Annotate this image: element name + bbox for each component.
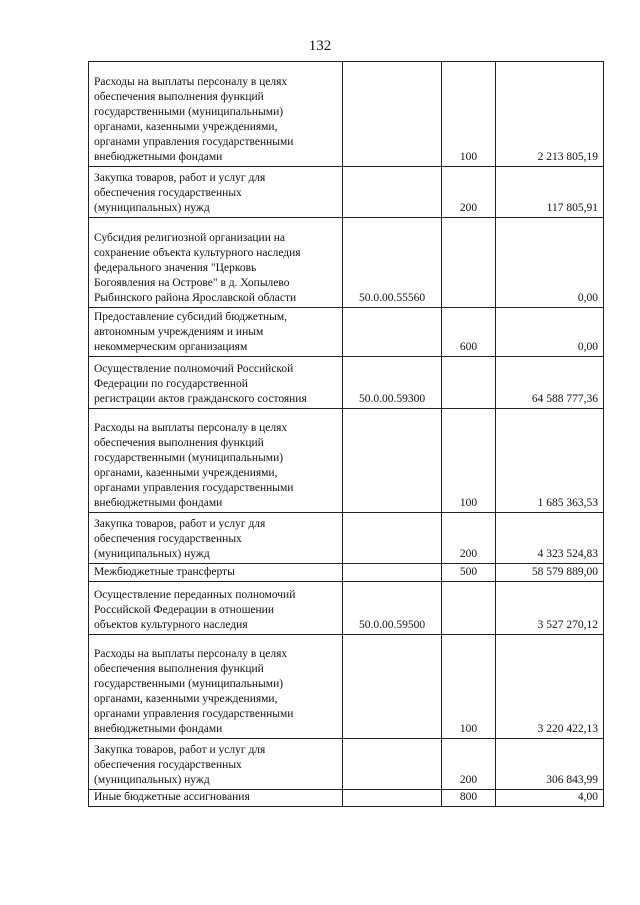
- row-sum-cell: 3 220 422,13: [496, 635, 604, 739]
- table-row: [89, 635, 604, 739]
- row-sum-cell: 0,00: [496, 308, 604, 357]
- row-sum-cell: 64 588 777,36: [496, 357, 604, 409]
- row-csr-cell: [343, 167, 442, 218]
- row-sum-cell: 2 213 805,19: [496, 62, 604, 167]
- row-name-cell: Расходы на выплаты персоналу в целях обеспечения выполнения функций государственными (муниципальными) органами, казенными учреждениями, органами управления государственными внебюджетными фондами: [89, 635, 343, 739]
- budget-table: [88, 61, 604, 807]
- row-name-cell: Субсидия религиозной организации на сохранение объекта культурного наследия федерального значения "Церковь Богоявления на Острове" в д. Хопылево Рыбинского района Ярославской области: [89, 218, 343, 308]
- row-vr-cell: 100: [442, 635, 496, 739]
- row-sum-cell: 3 527 270,12: [496, 582, 604, 635]
- table-row: [89, 167, 604, 218]
- row-vr-cell: 500: [442, 564, 496, 582]
- row-vr-cell: 200: [442, 167, 496, 218]
- table-row: [89, 409, 604, 513]
- row-csr-cell: [343, 62, 442, 167]
- row-sum-cell: 4 323 524,83: [496, 513, 604, 564]
- row-name-cell: Закупка товаров, работ и услуг для обеспечения государственных (муниципальных) нужд: [89, 739, 343, 790]
- row-vr-cell: 800: [442, 790, 496, 807]
- row-vr-cell: 200: [442, 513, 496, 564]
- row-vr-cell: [442, 218, 496, 308]
- row-vr-cell: [442, 582, 496, 635]
- table-row: [89, 739, 604, 790]
- row-sum-cell: 58 579 889,00: [496, 564, 604, 582]
- row-vr-cell: [442, 357, 496, 409]
- row-name-cell: Закупка товаров, работ и услуг для обеспечения государственных (муниципальных) нужд: [89, 513, 343, 564]
- row-csr-cell: [343, 564, 442, 582]
- table-row: [89, 62, 604, 167]
- row-name-cell: Расходы на выплаты персоналу в целях обеспечения выполнения функций государственными (муниципальными) органами, казенными учреждениями, органами управления государственными внебюджетными фондами: [89, 409, 343, 513]
- row-name-cell: Предоставление субсидий бюджетным, автономным учреждениям и иным некоммерческим организациям: [89, 308, 343, 357]
- table-row: [89, 790, 604, 807]
- page-number: 132: [308, 38, 332, 54]
- row-name-cell: Иные бюджетные ассигнования: [89, 790, 343, 807]
- row-name-cell: Закупка товаров, работ и услуг для обеспечения государственных (муниципальных) нужд: [89, 167, 343, 218]
- table-row: [89, 357, 604, 409]
- row-csr-cell: 50.0.00.59300: [343, 357, 442, 409]
- row-vr-cell: 600: [442, 308, 496, 357]
- row-sum-cell: 0,00: [496, 218, 604, 308]
- row-csr-cell: 50.0.00.55560: [343, 218, 442, 308]
- row-name-cell: Осуществление полномочий Российской Федерации по государственной регистрации актов гражданского состояния: [89, 357, 343, 409]
- row-name-cell: Расходы на выплаты персоналу в целях обеспечения выполнения функций государственными (муниципальными) органами, казенными учреждениями, органами управления государственными внебюджетными фондами: [89, 62, 343, 167]
- table-row: [89, 582, 604, 635]
- row-csr-cell: [343, 790, 442, 807]
- table-row: [89, 513, 604, 564]
- row-vr-cell: 100: [442, 62, 496, 167]
- row-name-cell: Осуществление переданных полномочий Российской Федерации в отношении объектов культурного наследия: [89, 582, 343, 635]
- row-csr-cell: [343, 635, 442, 739]
- table-row: [89, 564, 604, 582]
- row-csr-cell: [343, 513, 442, 564]
- row-csr-cell: [343, 308, 442, 357]
- row-name-cell: Межбюджетные трансферты: [89, 564, 343, 582]
- row-vr-cell: 200: [442, 739, 496, 790]
- row-csr-cell: 50.0.00.59500: [343, 582, 442, 635]
- table-row: [89, 218, 604, 308]
- row-sum-cell: 4,00: [496, 790, 604, 807]
- table-row: [89, 308, 604, 357]
- row-sum-cell: 1 685 363,53: [496, 409, 604, 513]
- row-sum-cell: 306 843,99: [496, 739, 604, 790]
- row-sum-cell: 117 805,91: [496, 167, 604, 218]
- row-csr-cell: [343, 409, 442, 513]
- row-vr-cell: 100: [442, 409, 496, 513]
- row-csr-cell: [343, 739, 442, 790]
